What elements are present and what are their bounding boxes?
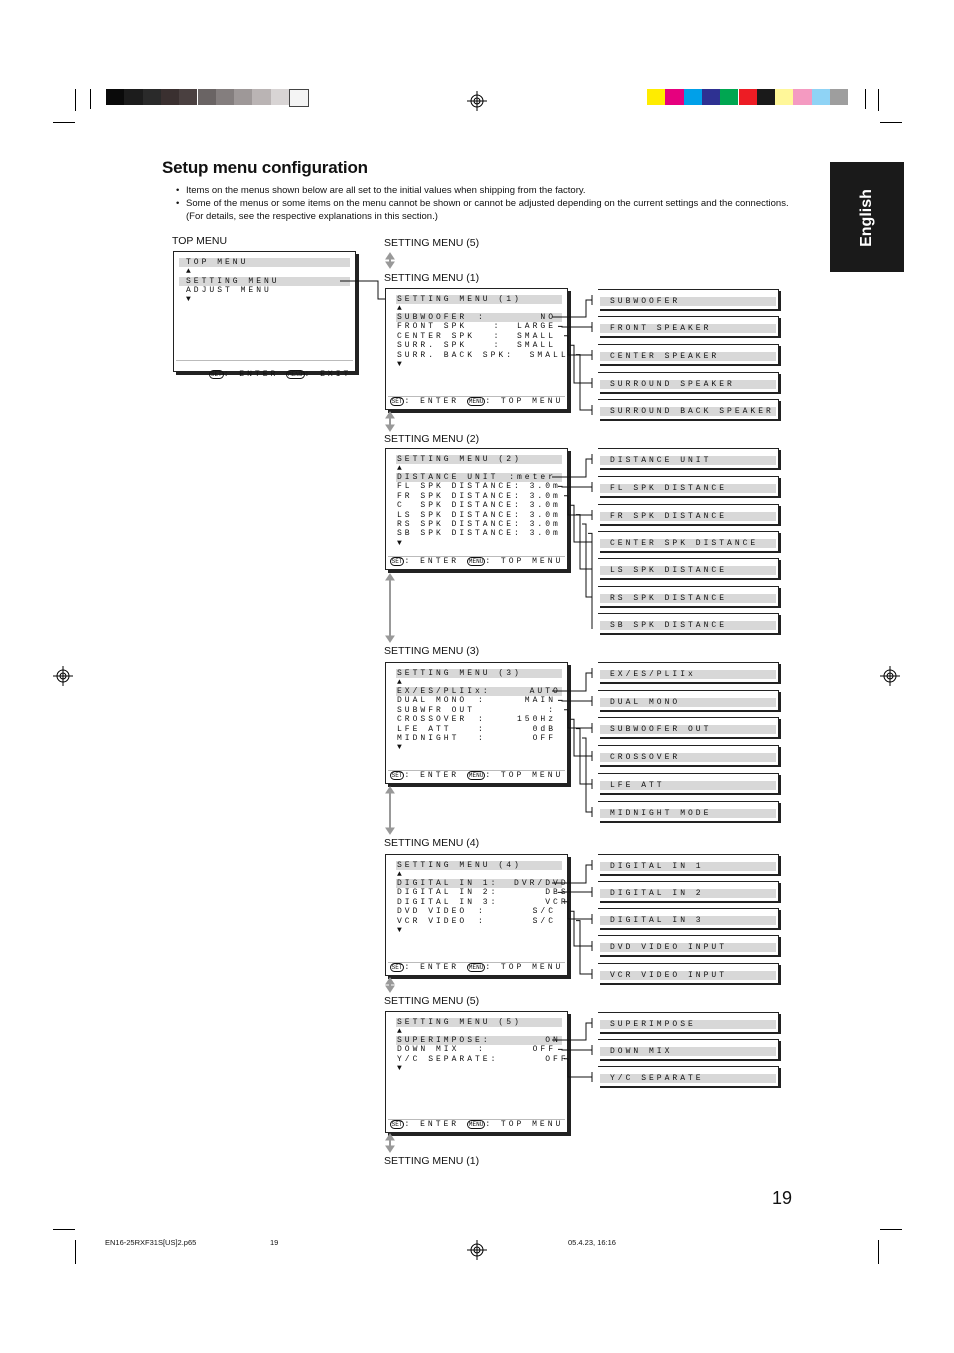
connector-line — [570, 719, 592, 756]
submenu-label: DIGITAL IN 2 — [610, 889, 704, 898]
connector-line — [558, 486, 592, 487]
set-button-icon: SET — [391, 558, 403, 565]
connector-line — [552, 673, 592, 691]
menu-row-value: : SMALL — [493, 331, 556, 341]
connector-line — [552, 300, 592, 317]
menu-row-label: C SPK DISTANCE — [397, 501, 515, 511]
up-arrow-icon: ▲ — [397, 464, 405, 473]
menu-row-label: DIGITAL IN 3 — [397, 897, 491, 907]
screen-footer: SET : ENTER MENU : TOP MENU — [391, 963, 564, 972]
menu-row-value: : — [548, 705, 556, 715]
screen-title: SETTING MENU (4) — [397, 861, 522, 870]
menu-row-label: FL SPK DISTANCE — [397, 482, 515, 492]
menu-button-icon: MENU — [468, 772, 484, 779]
down-arrow-icon: ▼ — [186, 295, 194, 304]
down-arrow-icon: ▼ — [397, 1064, 405, 1074]
submenu-label: Y/C SEPARATE — [610, 1074, 704, 1083]
submenu-label: CROSSOVER — [610, 753, 681, 762]
top-menu-label: TOP MENU — [172, 235, 228, 247]
double-arrow-icon — [386, 253, 394, 268]
screen-footer: SET : ENTER MENU : TOP MENU — [391, 771, 564, 780]
up-arrow-icon: ▲ — [186, 267, 194, 276]
connector-line — [340, 281, 385, 299]
down-arrow-icon: ▼ — [397, 360, 405, 369]
setting-menu-label: SETTING MENU (5) — [384, 995, 480, 1007]
connector-line — [558, 700, 592, 701]
menu-row-label: EX/ES/PLIIx — [397, 687, 483, 696]
submenu-label: DOWN MIX — [610, 1047, 673, 1056]
submenu-label: CENTER SPEAKER — [610, 352, 720, 361]
menu-row-label: VCR VIDEO — [397, 916, 468, 926]
menu-row-value: : S/C — [477, 916, 556, 926]
note-item: • Items on the menus shown below are all set to the initial values when shipping from the factory. — [176, 184, 806, 197]
menu-button-icon: MENU — [468, 1121, 484, 1128]
down-arrow-icon: ▼ — [397, 538, 405, 548]
menu-row-label: SUPERIMPOSE — [397, 1036, 483, 1045]
menu-row-value: : 0dB — [477, 724, 556, 734]
down-arrow-icon: ▼ — [397, 743, 405, 753]
menu-row-label: SURR. BACK SPK — [397, 350, 507, 360]
screen-footer: SET : ENTER MENU : TOP MENU — [391, 557, 564, 566]
page-title: Setup menu configuration — [162, 158, 368, 177]
connector-line — [552, 459, 592, 477]
note-item: • Some of the menus or some items on the menu cannot be shown or cannot be adjusted depending on the current settings and the connections. (For details, see the respective explanations in this section.) — [176, 197, 806, 223]
menu-row-value: : 3.0m — [514, 510, 561, 520]
up-arrow-icon: ▲ — [397, 304, 405, 313]
connector-line — [564, 902, 592, 919]
connector-line — [570, 911, 592, 946]
submenu-label: DUAL MONO — [610, 698, 681, 707]
menu-row-value: : OFF — [490, 1054, 569, 1064]
screen-title: SETTING MENU (1) — [397, 295, 522, 304]
submenu-label: MIDNIGHT MODE — [610, 809, 712, 818]
set-button-icon: SET — [391, 964, 403, 971]
submenu-label: SURROUND BACK SPEAKER — [610, 407, 774, 416]
up-arrow-icon: ▲ — [397, 678, 405, 687]
submenu-label: SB SPK DISTANCE — [610, 621, 728, 630]
menu-row-label: Y/C SEPARATE — [397, 1054, 491, 1064]
setting-menu-label: SETTING MENU (3) — [384, 645, 480, 657]
screen-footer: SET : ENTER MENU : EXIT — [210, 370, 352, 380]
setting-menu-label: SETTING MENU (1) — [384, 1155, 480, 1167]
connector-line — [588, 533, 592, 624]
up-arrow-icon: ▲ — [397, 1027, 405, 1036]
submenu-label: SUPERIMPOSE — [610, 1020, 696, 1029]
menu-row-value: : OFF — [477, 734, 556, 743]
submenu-label: VCR VIDEO INPUT — [610, 971, 728, 980]
submenu-label: FR SPK DISTANCE — [610, 512, 728, 521]
submenu-label: FRONT SPEAKER — [610, 324, 712, 333]
connector-line — [582, 738, 592, 812]
setting-menu-label: SETTING MENU (5) — [384, 237, 480, 249]
menu-row-label: DIGITAL IN 2 — [397, 888, 491, 898]
screen-title: SETTING MENU (5) — [397, 1018, 522, 1027]
connector-line — [564, 710, 592, 728]
menu-row-label: FRONT SPK — [397, 322, 468, 332]
connector-line — [552, 1023, 592, 1040]
menu-row-label: DISTANCE UNIT — [397, 473, 499, 482]
menu-row-label: DUAL MONO — [397, 696, 468, 706]
screen-title: SETTING MENU (3) — [397, 669, 522, 678]
menu-row-label: FR SPK DISTANCE — [397, 491, 515, 501]
menu-row-value: : 3.0m — [514, 491, 561, 501]
connector-line — [564, 336, 592, 355]
menu-item-setting[interactable]: SETTING MENU — [186, 277, 280, 286]
menu-row-value: : DVR/DVD — [490, 879, 569, 888]
double-arrow-icon — [386, 1134, 394, 1152]
menu-button-icon: MENU — [468, 558, 484, 565]
language-tab-label: English — [858, 189, 875, 247]
print-page: 19 — [270, 1238, 279, 1247]
double-arrow-icon — [386, 412, 394, 431]
menu-row-value: : DBS — [490, 888, 569, 898]
connector-line — [576, 355, 592, 410]
connector-line — [564, 1059, 592, 1077]
connector-line — [570, 345, 592, 383]
menu-row-value: :meter — [509, 473, 556, 482]
double-arrow-icon — [386, 574, 394, 642]
set-button-icon: SET — [210, 371, 222, 379]
menu-row-label: DVD VIDEO — [397, 907, 468, 917]
double-arrow-icon — [386, 787, 394, 834]
submenu-label: DIGITAL IN 3 — [610, 916, 704, 925]
menu-row-label: CROSSOVER — [397, 715, 468, 725]
setting-menu-label: SETTING MENU (1) — [384, 272, 480, 284]
submenu-label: LFE ATT — [610, 781, 665, 790]
submenu-label: SUBWOOFER OUT — [610, 725, 712, 734]
set-button-icon: SET — [391, 772, 403, 779]
submenu-label: SURROUND SPEAKER — [610, 380, 735, 389]
connector-line — [582, 524, 592, 597]
submenu-label: CENTER SPK DISTANCE — [610, 539, 759, 548]
menu-row-label: DOWN MIX — [397, 1045, 460, 1055]
set-button-icon: SET — [391, 1121, 403, 1128]
submenu-label: RS SPK DISTANCE — [610, 594, 728, 603]
submenu-label: EX/ES/PLIIx — [610, 670, 696, 679]
menu-row-value: : 3.0m — [514, 520, 561, 529]
menu-row-label: SUBWOOFER — [397, 313, 468, 322]
menu-row-label: RS SPK DISTANCE — [397, 520, 515, 529]
menu-button-icon: MENU — [468, 964, 484, 971]
up-arrow-icon: ▲ — [397, 870, 405, 879]
menu-row-value: : S/C — [477, 907, 556, 917]
down-arrow-icon: ▼ — [397, 926, 405, 935]
menu-row-value: : 3.0m — [514, 529, 561, 539]
screen-title: SETTING MENU (2) — [397, 455, 522, 464]
menu-row-label: SUBWFR OUT — [397, 705, 476, 715]
submenu-label: LS SPK DISTANCE — [610, 566, 728, 575]
menu-row-value: : SMALL — [493, 341, 556, 351]
menu-row-value: : MAIN — [477, 696, 556, 706]
menu-row-label: CENTER SPK — [397, 331, 476, 341]
connector-line — [576, 921, 592, 974]
menu-button-icon: MENU — [288, 371, 303, 379]
menu-row-label: LS SPK DISTANCE — [397, 510, 515, 520]
menu-row-value: : 3.0m — [514, 501, 561, 511]
menu-row-value: : SMALL — [506, 350, 569, 360]
print-date: 05.4.23, 16:16 — [568, 1238, 616, 1247]
submenu-label: DISTANCE UNIT — [610, 456, 712, 465]
menu-row-label: LFE ATT — [397, 724, 452, 734]
menu-row-value: : NO — [477, 313, 556, 322]
connector-line — [558, 1049, 592, 1050]
connector-line — [558, 326, 592, 327]
menu-row-value: : 150Hz — [477, 715, 556, 725]
menu-row-label: SB SPK DISTANCE — [397, 529, 515, 539]
menu-row-label: MIDNIGHT — [397, 734, 460, 743]
submenu-label: FL SPK DISTANCE — [610, 484, 728, 493]
menu-button-icon: MENU — [468, 398, 484, 405]
connector-line — [552, 865, 592, 883]
menu-row-label: DIGITAL IN 1 — [397, 879, 491, 888]
submenu-label: SUBWOOFER — [610, 297, 681, 306]
page-number: 19 — [772, 1188, 793, 1208]
screen-title: TOP MENU — [186, 258, 249, 267]
submenu-label: DIGITAL IN 1 — [610, 862, 704, 871]
menu-row-value: : VCR — [490, 897, 569, 907]
setting-menu-label: SETTING MENU (4) — [384, 837, 480, 849]
submenu-label: DVD VIDEO INPUT — [610, 943, 728, 952]
screen-footer: SET : ENTER MENU : TOP MENU — [391, 1120, 564, 1129]
menu-row-value: : LARGE — [493, 322, 556, 332]
connector-line — [564, 496, 592, 515]
menu-row-value: : AUTO — [482, 687, 561, 696]
print-file-name: EN16-25RXF31S[US]2.p65 — [105, 1238, 197, 1247]
screen-footer: SET : ENTER MENU : TOP MENU — [391, 397, 564, 406]
setting-menu-label: SETTING MENU (2) — [384, 433, 480, 445]
menu-row-value: : ON — [482, 1036, 561, 1045]
connector-line — [570, 505, 592, 542]
double-arrow-icon — [386, 978, 394, 992]
menu-item-adjust[interactable]: ADJUST MENU — [186, 286, 272, 295]
menu-row-label: SURR. SPK — [397, 341, 468, 351]
menu-row-value: : OFF — [477, 1045, 556, 1055]
menu-row-value: : 3.0m — [514, 482, 561, 492]
set-button-icon: SET — [391, 398, 403, 405]
